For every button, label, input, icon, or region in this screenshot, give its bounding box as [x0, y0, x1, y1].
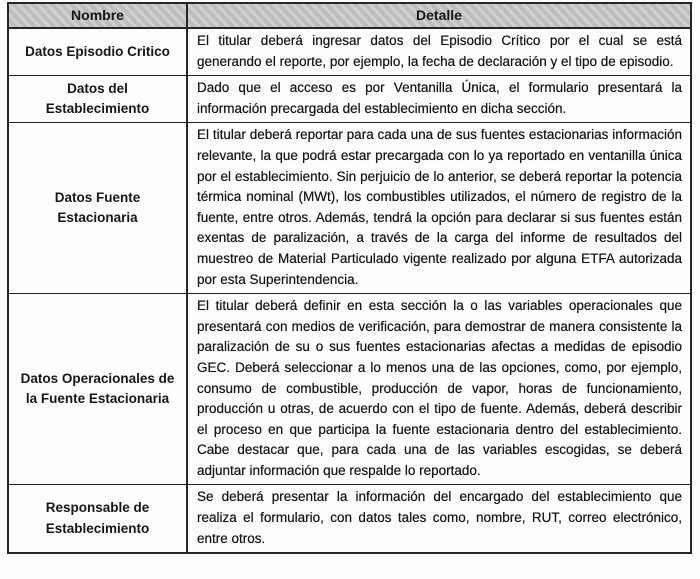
- header-detalle: Detalle: [187, 3, 691, 28]
- table-row: [8, 294, 691, 485]
- row-name-cell: Datos Fuente Estacionaria: [8, 123, 187, 294]
- row-name-cell: Datos Operacionales de la Fuente Estacionaria: [8, 294, 187, 485]
- row-detail-cell: Se deberá presentar la información del encargado del establecimiento que realiza el formulario, con datos tales como, nombre, RUT, correo electrónico, entre otros.: [187, 485, 691, 553]
- row-name-cell: Responsable de Establecimiento: [8, 485, 187, 553]
- table-header-row: [8, 3, 691, 28]
- row-detail-cell: El titular deberá reportar para cada una de sus fuentes estacionarias información relevante, la que podrá estar precargada con lo ya reportado en ventanilla única por el establecimiento. Sin perjuicio de lo anterior, se deberá reportar la potencia térmica nominal (MWt), los combustibles utilizados, el número de registro de la fuente, entre otros. Además, tendrá la opción para declarar si sus fuentes están exentas de paralización, a través de la carga del informe de resultados del muestreo de Material Particulado vigente realizado por alguna ETFA autorizada por esta Superintendencia.: [187, 123, 691, 294]
- info-table: [7, 2, 692, 554]
- table-row: [8, 485, 691, 553]
- table-row: [8, 76, 691, 123]
- row-detail-cell: El titular deberá ingresar datos del Episodio Crítico por el cual se está generando el reporte, por ejemplo, la fecha de declaración y el tipo de episodio.: [187, 28, 691, 76]
- row-detail-cell: El titular deberá definir en esta sección la o las variables operacionales que presentará con medios de verificación, para demostrar de manera consistente la paralización de su o sus fuentes estacionarias afectas a medidas de episodio GEC. Deberá seleccionar a lo menos una de las opciones, como, por ejemplo, consumo de combustible, producción de vapor, horas de funcionamiento, producción u otras, de acuerdo con el tipo de fuente. Además, deberá describir el proceso en que participa la fuente estacionaria dentro del establecimiento. Cabe destacar que, para cada una de las variables escogidas, se deberá adjuntar información que respalde lo reportado.: [187, 294, 691, 485]
- table-row: [8, 28, 691, 76]
- row-name-cell: Datos Episodio Critico: [8, 28, 187, 76]
- row-name-cell: Datos del Establecimiento: [8, 76, 187, 123]
- table-row: [8, 123, 691, 294]
- header-nombre: Nombre: [8, 3, 187, 28]
- row-detail-cell: Dado que el acceso es por Ventanilla Única, el formulario presentará la información precargada del establecimiento en dicha sección.: [187, 76, 691, 123]
